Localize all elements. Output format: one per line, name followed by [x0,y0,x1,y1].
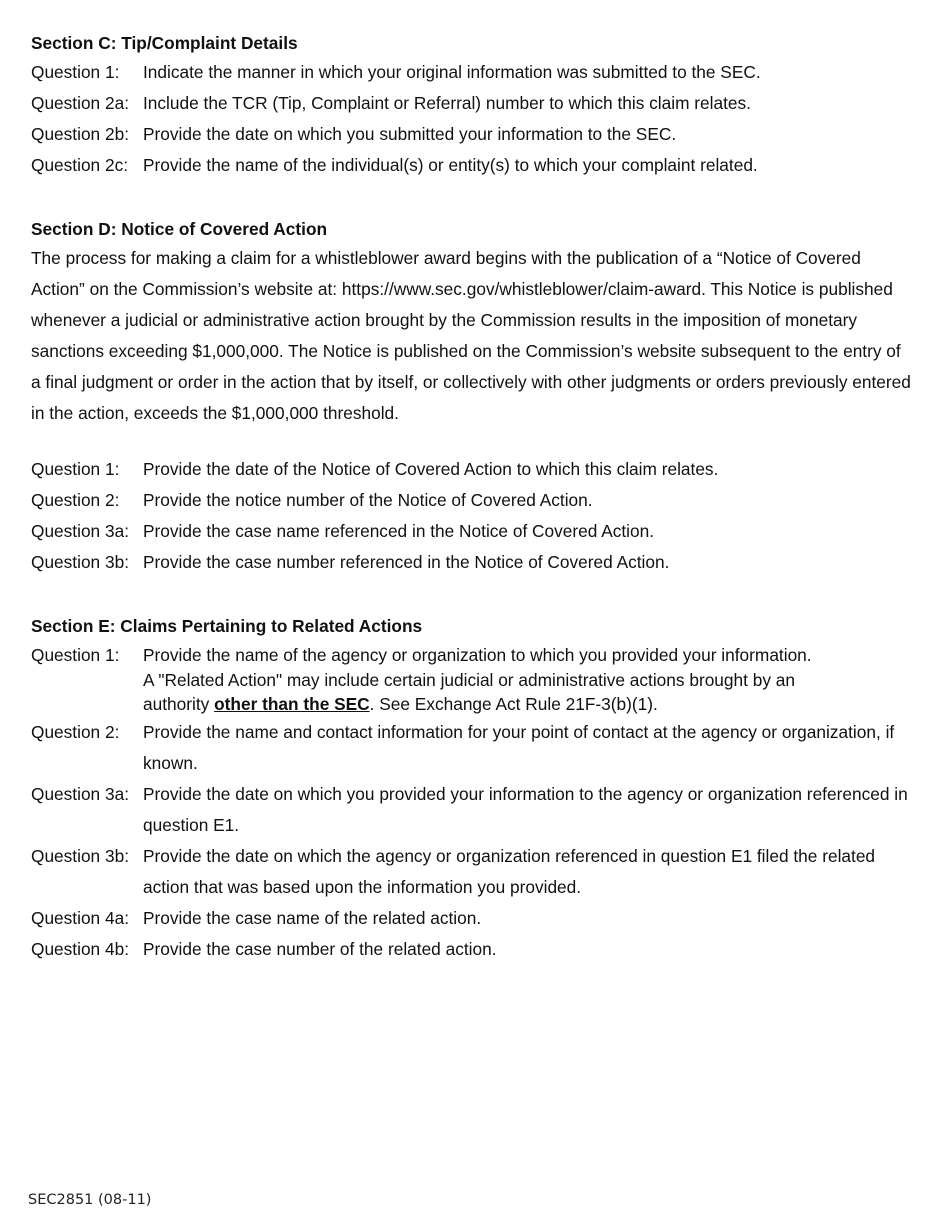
question-row [31,934,911,965]
question-text: Provide the date on which you provided your information to the agency or organization referenced in question E1. [143,783,908,835]
question-text: Include the TCR (Tip, Complaint or Referral) number to which this claim relates. [143,93,751,113]
question-text: Provide the case number of the related action. [143,938,497,959]
emphasis-text: other than the SEC [214,694,370,714]
question-row [31,119,911,150]
question-text: Provide the case number referenced in the Notice of Covered Action. [143,552,670,572]
question-label: Question 2: [31,721,120,742]
section-c-heading: Section C: Tip/Complaint Details [31,33,298,53]
question-row [31,717,911,779]
question-text-line: A "Related Action" may include certain judicial or administrative actions brought by an [143,669,796,690]
question-text [143,640,911,717]
question-row [31,779,911,841]
question-label: Question 3b: [31,845,129,866]
document-page [31,30,911,965]
question-text: Provide the case name referenced in the Notice of Covered Action. [143,521,655,541]
question-row [31,485,911,516]
question-text: Provide the name and contact information for your point of contact at the agency or organization, if known. [143,721,895,773]
question-text: Provide the date on which the agency or organization referenced in question E1 filed the related action that was based upon the information you provided. [143,845,876,897]
section-e-heading: Section E: Claims Pertaining to Related Actions [31,616,423,636]
section-d-heading: Section D: Notice of Covered Action [31,219,328,239]
question-text: Provide the date of the Notice of Covered Action to which this claim relates. [143,459,719,479]
question-label: Question 1: [31,459,120,479]
question-text: Indicate the manner in which your original information was submitted to the SEC. [143,62,761,82]
question-label: Question 2b: [31,124,129,144]
question-label: Question 2c: [31,155,129,175]
question-label: Question 3a: [31,783,129,804]
question-row [31,150,911,181]
question-label: Question 2a: [31,93,129,113]
form-id-footer: SEC2851 (08-11) [28,1192,152,1208]
question-label: Question 3b: [31,552,129,572]
question-row [31,88,911,119]
question-row [31,516,911,547]
question-text: Provide the name of the individual(s) or entity(s) to which your complaint related. [143,155,758,175]
question-row [31,841,911,903]
notice-paragraph: The process for making a claim for a whistleblower award begins with the publication of a “Notice of Covered Action” on the Commission’s website at: https://www.sec.gov/whistleblower/claim-award. This Notice is published whenever a judicial or administrative action brought by the Commission results in the imposition of monetary sanctions exceeding $1,000,000. The Notice is published on the Commission’s website subsequent to the entry of a final judgment or order in the action that by itself, or collectively with other judgments or orders previously entered in the action, exceeds the $1,000,000 threshold. [31,248,911,423]
question-label: Question 2: [31,490,120,510]
question-text-line: Provide the name of the agency or organization to which you provided your information. [143,645,812,665]
question-text-line: . See Exchange Act Rule 21F-3(b)(1). [369,694,658,714]
question-row [31,57,911,88]
question-row [31,640,911,717]
question-text: Provide the date on which you submitted your information to the SEC. [143,124,677,144]
question-text: Provide the case name of the related action. [143,907,482,928]
question-row [31,903,911,934]
question-label: Question 1: [31,645,120,665]
question-label: Question 1: [31,62,120,82]
question-text-line: authority [143,694,215,714]
section-e [31,613,911,965]
question-row [31,547,911,578]
question-label: Question 4b: [31,938,129,959]
section-d [31,216,911,578]
question-label: Question 4a: [31,907,129,928]
question-label: Question 3a: [31,521,129,541]
question-row [31,454,911,485]
section-c [31,30,911,181]
question-text: Provide the notice number of the Notice of Covered Action. [143,490,593,510]
